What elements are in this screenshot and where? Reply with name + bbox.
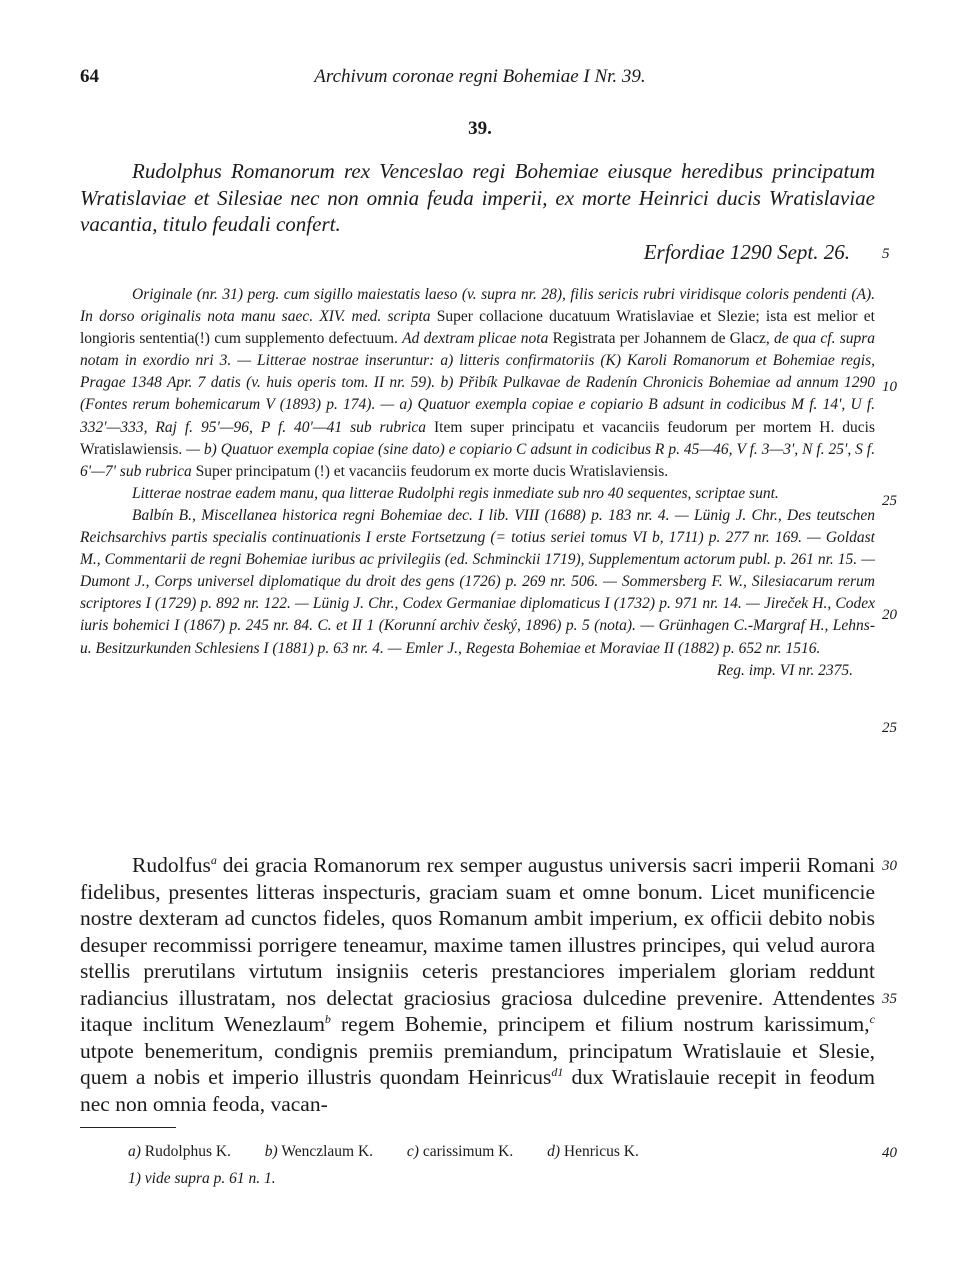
critical-apparatus [80, 284, 875, 682]
line-number-margin: 30 [882, 858, 897, 874]
line-number-margin: 25 [882, 720, 897, 736]
line-number-margin: 20 [882, 607, 897, 623]
footnote-b: b) Wenczlaum K. [264, 1143, 374, 1160]
line-number-margin: 25 [882, 493, 897, 509]
footnote-ref-d1: d1 [551, 1065, 564, 1079]
source-footnote-1: 1) vide supra p. 61 n. 1. [128, 1170, 276, 1187]
apparatus-regesta-imperii: Reg. imp. VI nr. 2375. [716, 661, 853, 679]
dateline: Erfordiae 1290 Sept. 26. [643, 240, 850, 264]
footnote-ref-c: c [869, 1012, 875, 1026]
line-number-margin: 35 [882, 991, 897, 1007]
regest-summary: Rudolphus Romanorum rex Venceslao regi Bohemiae eiusque heredibus principatum Wratislaviae et Silesiae nec non omnia feuda imperii, ex morte Heinrici ducis Wratislaviae vacantia, titulo feudali confert. [80, 159, 875, 236]
footnote-ref-a: a [210, 853, 217, 867]
line-number-margin: 5 [882, 246, 890, 262]
charter-text: Rudolfus$^a$ dei gracia Romanorum rex semper augustus universis sacri imperii Romani fidelibus, presentes litteras inspecturis, graciam suam et omne bonum. Licet munificencie nostre dexteram ad cunctos fideles, quos Romanum ambit imperium, ex officii debito nobis desuper recommissi porrigere teneamur, maxime tamen illustres principes, qui velud aurora stellis prerutilans virtutum insigniis ceteris prestanciores imperialem gloriam reddunt radiancius illustratam, nos delectat graciosius graciosa dulcedine prevenire. Attendentes itaque inclitum Wenezlaum$^b$ regem Bohemie, principem et filium nostrum karissimum,$^c$ utpote benemeritum, condignis premiis premiandum, principatum Wratislauie et Slesie, quem a nobis et imperio illustris quondam Heinricus$^{d1}$ dux Wratislauie recepit in feodum nec non omnia feoda, vacan- [80, 853, 875, 1116]
textual-footnotes [128, 1143, 669, 1161]
document-number: 39. [468, 118, 492, 139]
apparatus-paragraph-hand: Litterae nostrae eadem manu, qua litterae Rudolphi regis inmediate sub nro 40 sequentes, scriptae sunt. [132, 484, 779, 502]
line-number-margin: 40 [882, 1145, 897, 1161]
apparatus-paragraph-manuscripts: Originale (nr. 31) perg. cum sigillo maiestatis laeso (v. supra nr. 28), filis sericis rubri viridisque coloris pendenti (A). In dorso originalis nota manu saec. XIV. med. scripta Super collacione ducatuum Wratislaviae et Slezie; ista est melior et longioris sententia(!) cum supplemento defectuum. Ad dextram plicae nota Registrata per Johannem de Glacz, de qua cf. supra notam in exordio nri 3. — Litterae nostrae inseruntur: a) litteris confirmatoriis (K) Karoli Romanorum et Bohemiae regis, Pragae 1348 Apr. 7 datis (v. huis operis tom. II nr. 59). b) Přibík Pulkavae de Radenín Chronicis Bohemiae ad annum 1290 (Fontes rerum bohemicarum V (1893) p. 174). — a) Quatuor exempla copiae e copiario B adsunt in codicibus M f. 14', U f. 332'—333, Raj f. 95'—96, P f. 40'—41 sub rubrica Item super principatu et vacanciis feudorum per mortem H. ducis Wratislawiensis. — b) Quatuor exempla copiae (sine dato) e copiario C adsunt in codicibus R p. 45—46, V f. 3—3', N f. 25', S f. 6'—7' sub rubrica Super principatum (!) et vacanciis feudorum ex morte ducis Wratislaviensis. [80, 286, 876, 480]
footnote-ref-b: b [324, 1012, 331, 1026]
footnote-divider [80, 1127, 176, 1128]
line-number-margin: 10 [882, 379, 897, 395]
footnote-d: d) Henricus K. [547, 1143, 639, 1160]
apparatus-paragraph-editions: Balbín B., Miscellanea historica regni Bohemiae dec. I lib. VIII (1688) p. 183 nr. 4. — Lünig J. Chr., Des teutschen Reichsarchivs partis specialis continuationis I erste Fortsetzung (= totius seriei tomus VI b, 1711) p. 277 nr. 169. — Goldast M., Commentarii de regni Bohemiae iuribus ac privilegiis (ed. Schminckii 1719), Supplementum actorum publ. p. 261 nr. 15. — Dumont J., Corps universel diplomatique du droit des gens (1726) p. 269 nr. 506. — Sommersberg F. W., Silesiacarum rerum scriptores I (1729) p. 892 nr. 122. — Lünig J. Chr., Codex Germaniae diplomaticus I (1732) p. 971 nr. 14. — Jireček H., Codex iuris bohemici I (1867) p. 245 nr. 84. C. et II 1 (Korunní archiv český, 1896) p. 5 (nota). — Grünhagen C.-Margraf H., Lehns- u. Besitzurkunden Schlesiens I (1881) p. 63 nr. 4. — Emler J., Regesta Bohemiae et Moraviae II (1882) p. 652 nr. 1516. [80, 506, 875, 657]
running-title: Archivum coronae regni Bohemiae I Nr. 39. [314, 66, 646, 87]
footnote-a: a) Rudolphus K. [128, 1143, 231, 1160]
footnote-c: c) carissimum K. [406, 1143, 514, 1160]
page-number: 64 [80, 66, 99, 87]
